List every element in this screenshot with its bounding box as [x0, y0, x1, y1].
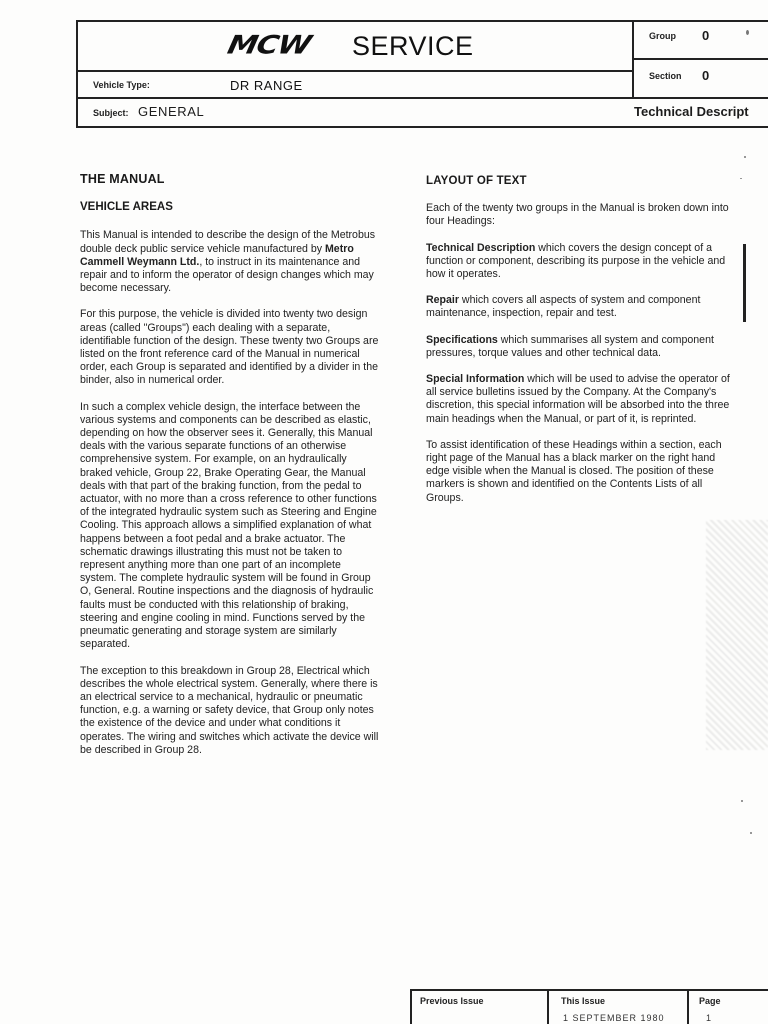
section-value: 0: [702, 68, 710, 83]
paragraph-markers: To assist identification of these Headings within a section, each right page of the Manual has a black marker on the right hand edge visible when the Manual is closed. The position of these markers is shown and identified on the Contents Lists of all Groups.: [426, 438, 722, 504]
paragraph-groups: For this purpose, the vehicle is divided into twenty two design areas (called "Groups") each dealing with a separate, identifiable function of the design. These twenty two Groups are listed on the front reference card of the Manual in numerical order, each Group is separated and identified by a divider in the binder, also in numerical order.: [80, 308, 379, 387]
page-label: Page: [699, 996, 721, 1006]
section-marker-bar: [743, 244, 746, 322]
header-row-rule-2: [76, 97, 768, 99]
header-row-rule-1: [76, 70, 632, 72]
scan-smudge: [706, 520, 768, 750]
scan-speck: [746, 30, 749, 35]
heading-special-information: Special Information which will be used to advise the operator of all service bulletins issued by the Company. At the Company's discretion, this special information will be absorbed into the three main headings when the Manual, or part of it, is reprinted.: [426, 373, 730, 425]
subheading-vehicle-areas: VEHICLE AREAS: [80, 201, 173, 214]
footer-divider-3: [687, 989, 689, 1024]
header-left-border: [76, 20, 78, 128]
heading-repair: Repair which covers all aspects of system and component maintenance, inspection, repair and test.: [426, 294, 701, 320]
footer-divider-2: [547, 989, 549, 1024]
heading-technical-description: Technical Description which covers the design concept of a function or component, describing its purpose in the vehicle and how it operates.: [426, 241, 726, 281]
header-group-top-rule: [632, 20, 768, 22]
paragraph-layout-intro: Each of the twenty two groups in the Manual is broken down into four Headings:: [426, 202, 729, 228]
subject-label: Subject:: [93, 108, 129, 118]
group-label: Group: [649, 31, 676, 41]
page-title: SERVICE: [352, 31, 474, 61]
mcw-logo: MCW: [224, 30, 314, 61]
heading-specifications: Specifications which summarises all system and component pressures, torque values and other technical data.: [426, 333, 714, 359]
right-column: [426, 175, 736, 518]
left-column: [80, 173, 380, 770]
paragraph-electrical: The exception to this breakdown in Group 28, Electrical which describes the whole electrical system. Generally, where there is an electrical service to a mechanical, hydraulic or pneumatic function, e.g. a warning or safety device, that Group only notes the existence of the device and under what conditions it operates. The wiring and switches which activate the device will be described in Group 28.: [80, 664, 379, 756]
vehicle-type-value: DR RANGE: [230, 78, 303, 93]
section-label: Section: [649, 71, 682, 81]
vehicle-type-label: Vehicle Type:: [93, 80, 150, 90]
scan-speck: [740, 178, 742, 179]
page-number: 1: [706, 1013, 713, 1023]
scan-speck: [741, 800, 743, 802]
header-section-rule: [632, 58, 768, 60]
this-issue-label: This Issue: [561, 996, 606, 1006]
footer-top-rule: [410, 989, 768, 991]
section-heading-layout: LAYOUT OF TEXT: [426, 175, 527, 187]
header-bottom-rule: [76, 126, 768, 128]
paragraph-systems: In such a complex vehicle design, the interface between the various systems and components can be described as elastic, depending on how the observer sees it. Generally, this Manual deals with the various separate functions of an otherwise comprehensive system. For example, on an hydraulically braked vehicle, Group 22, Brake Operating Gear, the Manual deals with that part of the braking function, from the pedal to actuator, with no more than a cross reference to other functions of the integrated hydraulic system such as Steering and Engine Cooling. This approach allows a simplified explanation of what happens between a foot pedal and a brake actuator. The schematic drawings illustrating this must not be taken to represent anything more than one part of an incomplete system. The complete hydraulic system will be found in Group O, General. Routine inspections and the diagnosis of hydraulic faults must be conducted with this relationship of braking, steering and engine cooling in mind. Functions served by the pneumatic generating and storage system are similarly separated.: [80, 400, 377, 651]
scan-speck: [744, 156, 746, 158]
group-value: 0: [702, 28, 710, 43]
section-heading-the-manual: THE MANUAL: [80, 172, 165, 186]
header-top-rule: [76, 20, 636, 22]
paragraph-intro: This Manual is intended to describe the design of the Metrobus double deck public service vehicle manufactured by Metro Cammell Weymann Ltd., to instruct in its maintenance and repair and to inform the operator of design changes which may become necessary.: [80, 229, 376, 295]
company-name: Metro Cammell Weymann Ltd.: [80, 242, 354, 268]
footer-divider-1: [410, 989, 412, 1024]
scan-speck: [750, 832, 752, 834]
subject-value: GENERAL: [138, 104, 205, 119]
this-issue-date: 1 SEPTEMBER 1980: [563, 1013, 665, 1023]
previous-issue-label: Previous Issue: [420, 996, 484, 1006]
heading-type: Technical Descript: [634, 104, 749, 119]
